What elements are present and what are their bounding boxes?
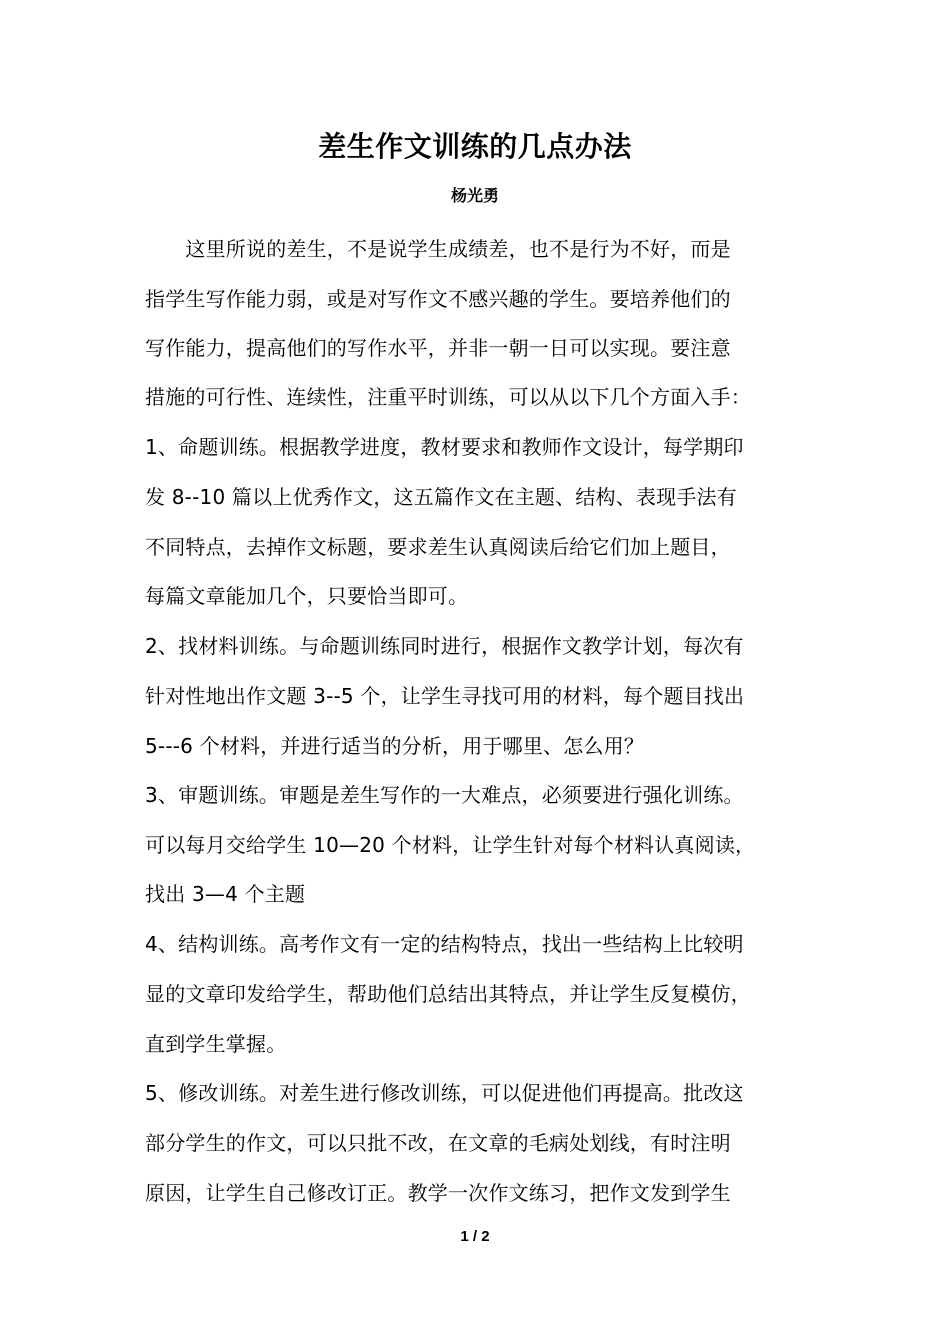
document-title: 差生作文训练的几点办法 <box>318 130 632 163</box>
body-line: 写作能力，提高他们的写作水平，并非一朝一日可以实现。要注意 <box>145 336 731 360</box>
body-line: 原因，让学生自己修改订正。教学一次作文练习，把作文发到学生 <box>145 1181 731 1205</box>
body-line: 直到学生掌握。 <box>145 1032 287 1056</box>
author-name: 杨光勇 <box>450 186 499 205</box>
body-line: 不同特点，去掉作文标题，要求差生认真阅读后给它们加上题目， <box>145 535 731 559</box>
body-line: 发 8--10 篇以上优秀作文，这五篇作文在主题、结构、表现手法有 <box>145 485 737 509</box>
body-line: 措施的可行性、连续性，注重平时训练，可以从以下几个方面入手： <box>145 385 751 409</box>
body-line: 指学生写作能力弱，或是对写作文不感兴趣的学生。要培养他们的 <box>145 287 731 311</box>
body-line: 显的文章印发给学生，帮助他们总结出其特点，并让学生反复模仿， <box>145 982 751 1006</box>
body-line: 4、结构训练。高考作文有一定的结构特点，找出一些结构上比较明 <box>145 932 744 956</box>
body-line: 每篇文章能加几个，只要恰当即可。 <box>145 584 469 608</box>
body-line: 1、命题训练。根据教学进度，教材要求和教师作文设计，每学期印 <box>145 435 744 459</box>
body-line: 2、找材料训练。与命题训练同时进行，根据作文教学计划，每次有 <box>145 634 744 658</box>
body-line: 3、审题训练。审题是差生写作的一大难点，必须要进行强化训练。 <box>145 783 744 807</box>
body-line: 5---6 个材料，并进行适当的分析，用于哪里、怎么用？ <box>145 734 645 758</box>
body-line: 部分学生的作文，可以只批不改，在文章的毛病处划线，有时注明 <box>145 1131 731 1155</box>
body-line: 可以每月交给学生 10—20 个材料，让学生针对每个材料认真阅读， <box>145 833 756 857</box>
body-line: 找出 3—4 个主题 <box>145 882 306 906</box>
page-number: 1 / 2 <box>460 1228 490 1245</box>
body-line: 这里所说的差生，不是说学生成绩差，也不是行为不好，而是 <box>145 237 731 261</box>
body-line: 5、修改训练。对差生进行修改训练，可以促进他们再提高。批改这 <box>145 1081 744 1105</box>
body-line: 针对性地出作文题 3--5 个，让学生寻找可用的材料，每个题目找出 <box>145 684 745 708</box>
